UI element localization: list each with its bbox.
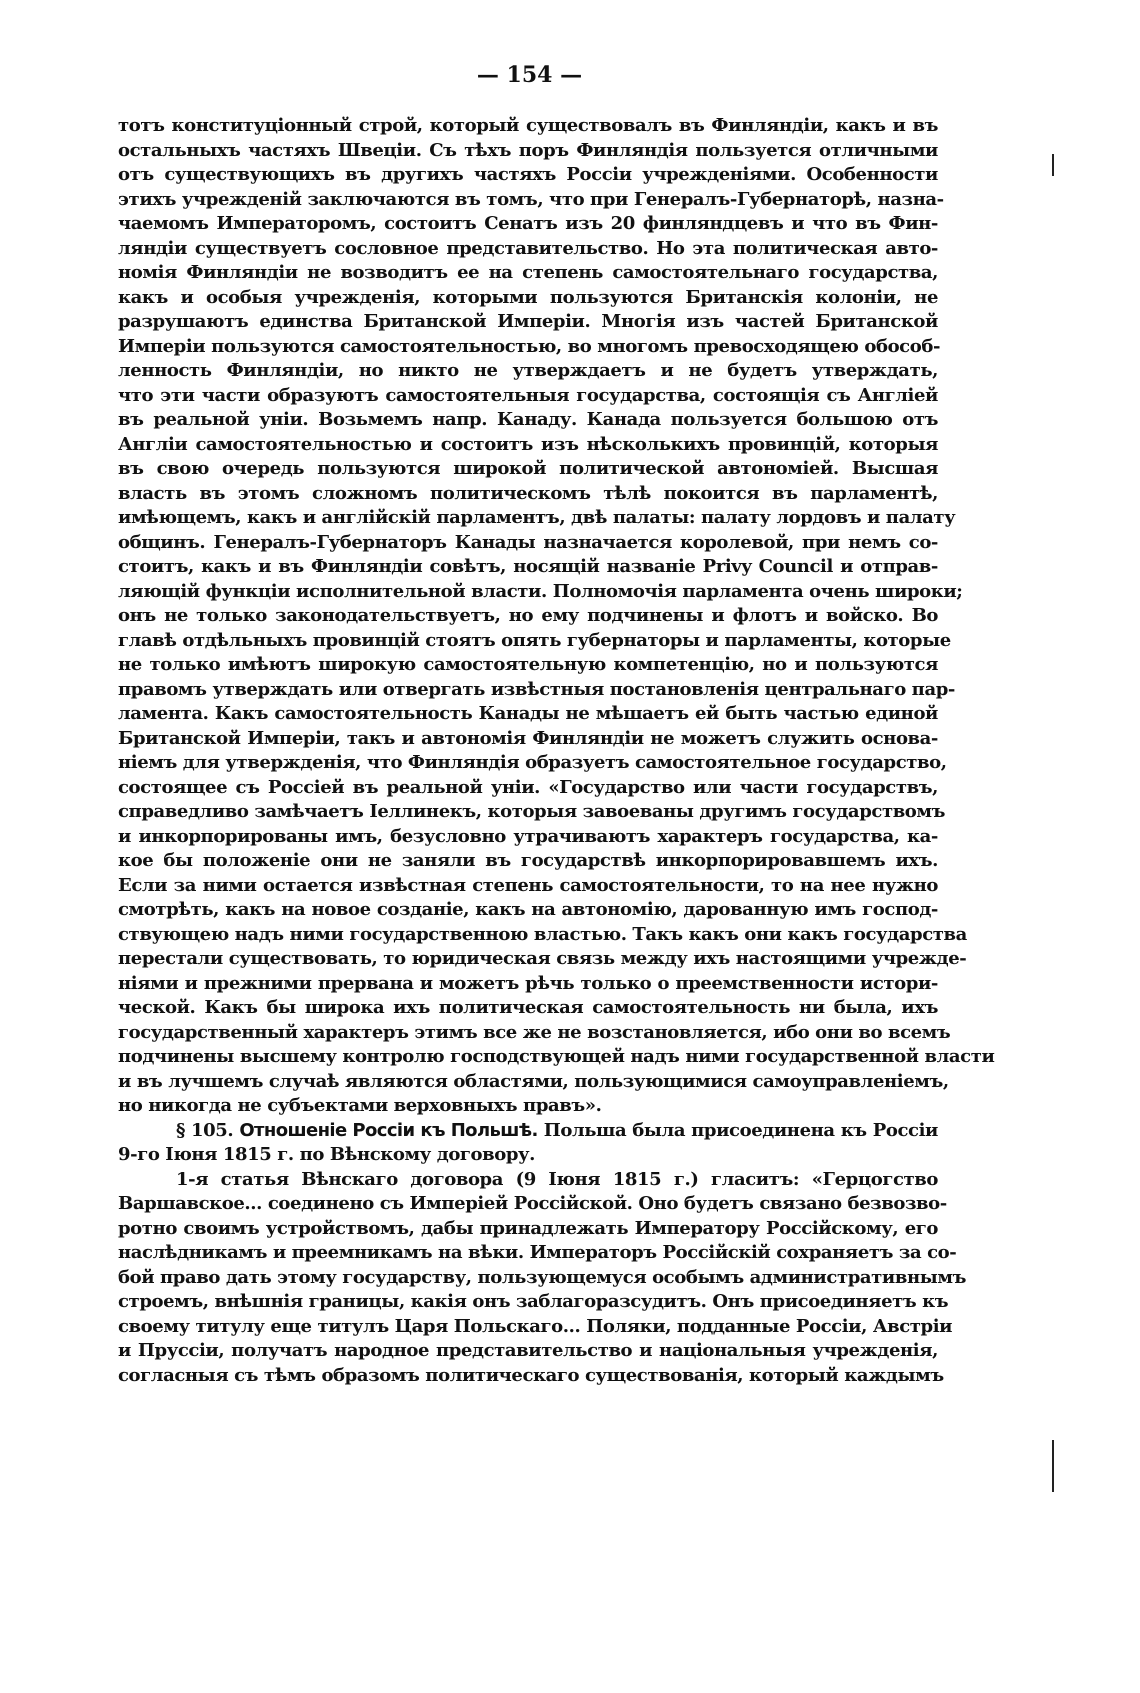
text-line: ческой. Какъ бы широка ихъ политическая самостоятельность ни была, ихъ xyxy=(118,997,938,1018)
text-line: кое бы положеніе они не заняли въ государствѣ инкорпорировавшемъ ихъ. xyxy=(118,850,938,871)
text-line: ротно своимъ устройствомъ, дабы принадлежать Императору Россійскому, его xyxy=(118,1217,938,1239)
text-line: тотъ конституціонный строй, который существовалъ въ Финляндіи, какъ и въ xyxy=(118,115,938,136)
text-line: Британской Имперіи, такъ и автономія Финляндіи не можетъ служить основа- xyxy=(118,727,938,749)
text-line: согласныя съ тѣмъ образомъ политическаго существованія, который каждымъ xyxy=(118,1364,944,1386)
text-line: Имперіи пользуются самостоятельностью, во многомъ превосходящею обособ- xyxy=(118,335,941,357)
text-line: ніемъ для утвержденія, что Финляндія образуетъ самостоятельное государство, xyxy=(118,752,947,773)
page-number: — 154 — xyxy=(476,62,583,88)
text-line: Если за ними остается извѣстная степень самостоятельности, то на нее нужно xyxy=(118,874,938,896)
text-line: имѣющемъ, какъ и англійскій парламентъ, двѣ палаты: палату лордовъ и палату xyxy=(118,507,956,528)
section-105-line-1 xyxy=(118,1119,938,1144)
text-line: ляющій функціи исполнительной власти. Полномочія парламента очень широки; xyxy=(118,580,963,602)
section-number: § 105. xyxy=(176,1119,234,1141)
text-line: общинъ. Генералъ-Губернаторъ Канады назначается королевой, при немъ со- xyxy=(118,531,938,553)
text-line: справедливо замѣчаетъ Іеллинекъ, которыя завоеваны другимъ государствомъ xyxy=(118,801,946,822)
text-line: въ свою очередь пользуются широкой политической автономіей. Высшая xyxy=(118,458,938,479)
text-line: своему титулу еще титулъ Царя Польскаго... Поляки, подданные Россіи, Австріи xyxy=(118,1315,953,1337)
text-line: въ реальной уніи. Возьмемъ напр. Канаду. Канада пользуется большою отъ xyxy=(118,409,938,430)
text-line: онъ не только законодательствуетъ, но ему подчинены и флотъ и войско. Во xyxy=(118,605,938,626)
text-line: смотрѣть, какъ на новое созданіе, какъ на автономію, дарованную имъ господ- xyxy=(118,899,938,920)
text-line: номія Финляндіи не возводитъ ее на степень самостоятельнаго государства, xyxy=(118,262,938,283)
scan-edge-mark xyxy=(1052,1440,1054,1492)
text-line: ствующею надъ ними государственною властью. Такъ какъ они какъ государства xyxy=(118,923,967,945)
text-line: состоящее съ Россіей въ реальной уніи. «Государство или части государствъ, xyxy=(118,776,938,798)
text-line: государственный характеръ этимъ все же не возстановляется, ибо они во всемъ xyxy=(118,1021,951,1043)
text-line: этихъ учрежденій заключаются въ томъ, что при Генералъ-Губернаторѣ, назна- xyxy=(118,188,944,210)
text-line: остальныхъ частяхъ Швеціи. Съ тѣхъ поръ Финляндія пользуется отличными xyxy=(118,139,938,161)
text-line: главѣ отдѣльныхъ провинцій стоятъ опять губернаторы и парламенты, которые xyxy=(118,629,951,651)
text-line: строемъ, внѣшнія границы, какія онъ заблагоразсудитъ. Онъ присоединяетъ къ xyxy=(118,1291,949,1312)
text-line: чаемомъ Императоромъ, состоитъ Сенатъ изъ 20 финляндцевъ и что въ Фин- xyxy=(118,213,938,234)
text-line: ляндіи существуетъ сословное представительство. Но эта политическая авто- xyxy=(118,237,938,259)
paragraph-vienna-treaty xyxy=(118,1168,967,1389)
body-text xyxy=(118,114,995,1388)
text-line: правомъ утверждать или отвергать извѣстныя постановленія центральнаго пар- xyxy=(118,678,955,700)
text-line: власть въ этомъ сложномъ политическомъ тѣлѣ покоится въ парламентѣ, xyxy=(118,482,938,504)
text-line: что эти части образуютъ самостоятельныя государства, состоящія съ Англіей xyxy=(118,384,938,406)
text-line: бой право дать этому государству, пользующемуся особымъ административнымъ xyxy=(118,1266,967,1288)
text-line: какъ и особыя учрежденія, которыми пользуются Британскія колоніи, не xyxy=(118,286,938,308)
text-line: не только имѣютъ широкую самостоятельную компетенцію, но и пользуются xyxy=(118,654,938,675)
text-line: и въ лучшемъ случаѣ являются областями, пользующимися самоуправленіемъ, xyxy=(118,1070,949,1092)
section-first-line-text: Польша была присоединена къ Россіи xyxy=(543,1119,938,1141)
text-line: ніями и прежними прервана и можетъ рѣчь только о преемственности истори- xyxy=(118,972,938,994)
text-line: стоитъ, какъ и въ Финляндіи совѣтъ, носящій названіе Privy Council и отправ- xyxy=(118,556,938,577)
section-heading: Отношеніе Россіи къ Польшѣ. xyxy=(239,1119,538,1141)
text-line: ленность Финляндіи, но никто не утверждаетъ и не будетъ утверждать, xyxy=(118,360,938,381)
paragraph-jellinek-quote xyxy=(118,114,995,1119)
text-line: разрушаютъ единства Британской Имперіи. Многія изъ частей Британской xyxy=(118,311,938,332)
text-line: Варшавское... соединено съ Имперіей Россійской. Оно будетъ связано безвозво- xyxy=(118,1193,947,1214)
text-line: подчинены высшему контролю господствующей надъ ними государственной власти xyxy=(118,1046,995,1067)
text-line: перестали существовать, то юридическая связь между ихъ настоящими учрежде- xyxy=(118,948,967,969)
text-line: но никогда не субъектами верховныхъ правъ». xyxy=(118,1095,602,1116)
text-line: 1-я статья Вѣнскаго договора (9 Іюня 1815 г.) гласитъ: «Герцогство xyxy=(176,1168,938,1190)
text-line: ламента. Какъ самостоятельность Канады не мѣшаетъ ей быть частью единой xyxy=(118,703,938,724)
text-line: отъ существующихъ въ другихъ частяхъ Россіи учрежденіями. Особенности xyxy=(118,164,938,185)
text-line: и Пруссіи, получатъ народное представительство и національныя учрежденія, xyxy=(118,1340,938,1361)
section-105-line-2: 9-го Іюня 1815 г. по Вѣнскому договору. xyxy=(118,1144,536,1165)
scan-edge-mark xyxy=(1052,154,1054,176)
text-line: Англіи самостоятельностью и состоитъ изъ нѣсколькихъ провинцій, которыя xyxy=(118,433,938,455)
text-line: наслѣдникамъ и преемникамъ на вѣки. Императоръ Россійскій сохраняетъ за со- xyxy=(118,1242,957,1263)
text-line: и инкорпорированы имъ, безусловно утрачиваютъ характеръ государства, ка- xyxy=(118,825,938,847)
